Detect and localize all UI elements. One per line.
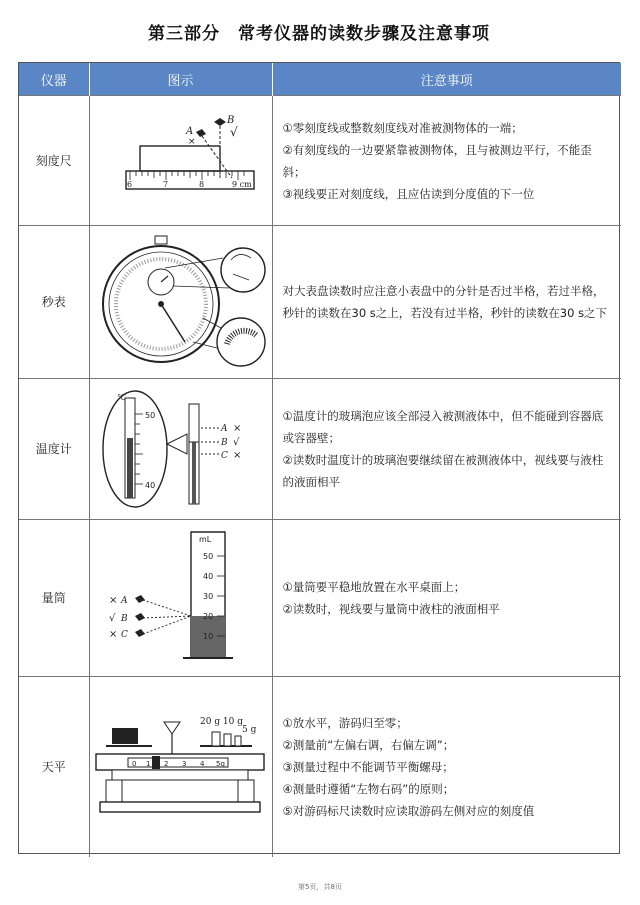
page-footer: 第5页，共8页 — [298, 883, 342, 891]
label-c: C — [221, 451, 228, 461]
check-mark: √ — [229, 124, 238, 139]
label-a: A — [185, 125, 193, 137]
note-line: ③视线要正对刻度线，且应估读到分度值的下一位 — [282, 186, 535, 201]
label-b: B — [221, 438, 228, 448]
label-b: B — [121, 614, 128, 624]
label-c: C — [121, 630, 128, 640]
unit-label: ℃ — [117, 393, 126, 402]
note-line: ①温度计的玻璃泡应该全部浸入被测液体中，但不能碰到容器底或容器壁； — [282, 409, 604, 445]
ruler-diagram — [96, 106, 266, 216]
note-line: ①量筒要平稳地放置在水平桌面上； — [282, 580, 466, 594]
cross-mark: × — [233, 450, 242, 461]
notes-cell — [272, 379, 621, 520]
scale-label: 50 — [203, 552, 214, 561]
note-line: ⑤对游码标尺读数时应读取游码左侧对应的刻度值 — [282, 803, 535, 818]
instrument-name: 量筒 — [19, 520, 89, 677]
beam-tick: 2 — [163, 759, 168, 768]
weights-label: 5 g — [241, 724, 256, 735]
beam-tick: 5g — [215, 759, 225, 768]
unit-label: mL — [199, 535, 212, 544]
notes-cell — [272, 96, 621, 226]
note-line: ④测量时遵循“左物右码”的原则； — [282, 781, 455, 796]
label-a: A — [221, 424, 228, 434]
beam-tick: 4 — [199, 759, 204, 768]
instrument-name: 秒表 — [19, 226, 89, 379]
note-line: ③测量过程中不能调节平衡螺母； — [282, 759, 454, 774]
notes-cell — [272, 520, 621, 677]
note-line: ①放水平，游码归至零； — [282, 715, 408, 730]
eye-icon — [135, 595, 145, 603]
table-row — [19, 226, 621, 379]
cross-mark: × — [109, 629, 118, 640]
balance-diagram — [92, 712, 270, 822]
eye-icon — [214, 118, 226, 126]
balance-figure — [89, 677, 272, 857]
instrument-name: 温度计 — [19, 379, 89, 520]
label-a: A — [121, 596, 128, 606]
ruler-figure — [89, 96, 272, 226]
ruler-tick-label: 8 — [198, 179, 204, 189]
note-line: ②读数时，视线要与量筒中液柱的液面相平 — [282, 602, 500, 616]
stopwatch-figure — [89, 226, 272, 379]
header-instrument: 仪器 — [19, 63, 89, 96]
cross-mark: × — [233, 423, 242, 434]
note-line: ②有刻度线的一边要紧靠被测物体，且与被测边平行，不能歪斜； — [282, 142, 592, 179]
ruler-tick-label: 6 — [126, 179, 132, 189]
table-row — [19, 96, 621, 226]
eye-icon — [196, 129, 206, 137]
note-line: ②读数时温度计的玻璃泡要继续留在被测液体中，视线要与液柱的液面相平 — [282, 453, 604, 489]
instrument-table — [18, 62, 620, 854]
scale-label: 30 — [203, 592, 214, 601]
table-row — [19, 520, 621, 677]
label-b: B — [226, 114, 234, 126]
table-row — [19, 677, 621, 857]
weights-label: 20 g 10 g — [199, 716, 243, 727]
check-mark: √ — [233, 437, 240, 448]
eye-icon — [135, 629, 145, 637]
scale-label: 20 — [203, 612, 214, 621]
note-line: 对大表盘读数时应注意小表盘中的分针是否过半格，若过半格，秒针的读数在30 s之上，若没有过半格，秒针的读数在30 s之下 — [282, 284, 608, 320]
cylinder-diagram — [93, 524, 268, 672]
scale-label: 50 — [145, 411, 156, 420]
header-notes: 注意事项 — [272, 63, 621, 96]
instrument-name: 天平 — [19, 677, 89, 857]
eye-icon — [135, 613, 145, 621]
note-line: ②测量前“左偏右调，右偏左调”； — [282, 737, 455, 752]
beam-tick: 0 — [131, 759, 136, 768]
thermometer-figure — [89, 379, 272, 520]
beam-tick: 1 — [145, 759, 150, 768]
header-figure: 图示 — [89, 63, 272, 96]
ruler-tick-label: 7 — [162, 179, 168, 189]
table-row — [19, 379, 621, 520]
cross-mark: × — [109, 595, 118, 606]
scale-label: 10 — [203, 632, 214, 641]
stopwatch-diagram — [93, 232, 268, 372]
thermometer-diagram — [93, 384, 268, 514]
note-line: ①零刻度线或整数刻度线对准被测物体的一端； — [282, 120, 523, 135]
beam-tick: 3 — [181, 759, 186, 768]
ruler-tick-label: 9 cm — [231, 179, 252, 189]
check-mark: √ — [109, 613, 116, 624]
cross-mark: × — [187, 136, 196, 147]
instrument-name: 刻度尺 — [19, 96, 89, 226]
notes-cell — [272, 677, 621, 857]
scale-label: 40 — [145, 481, 156, 490]
cylinder-figure — [89, 520, 272, 677]
page-title: 第三部分 常考仪器的读数步骤及注意事项 — [148, 23, 490, 44]
notes-cell — [272, 226, 621, 379]
scale-label: 40 — [203, 572, 214, 581]
